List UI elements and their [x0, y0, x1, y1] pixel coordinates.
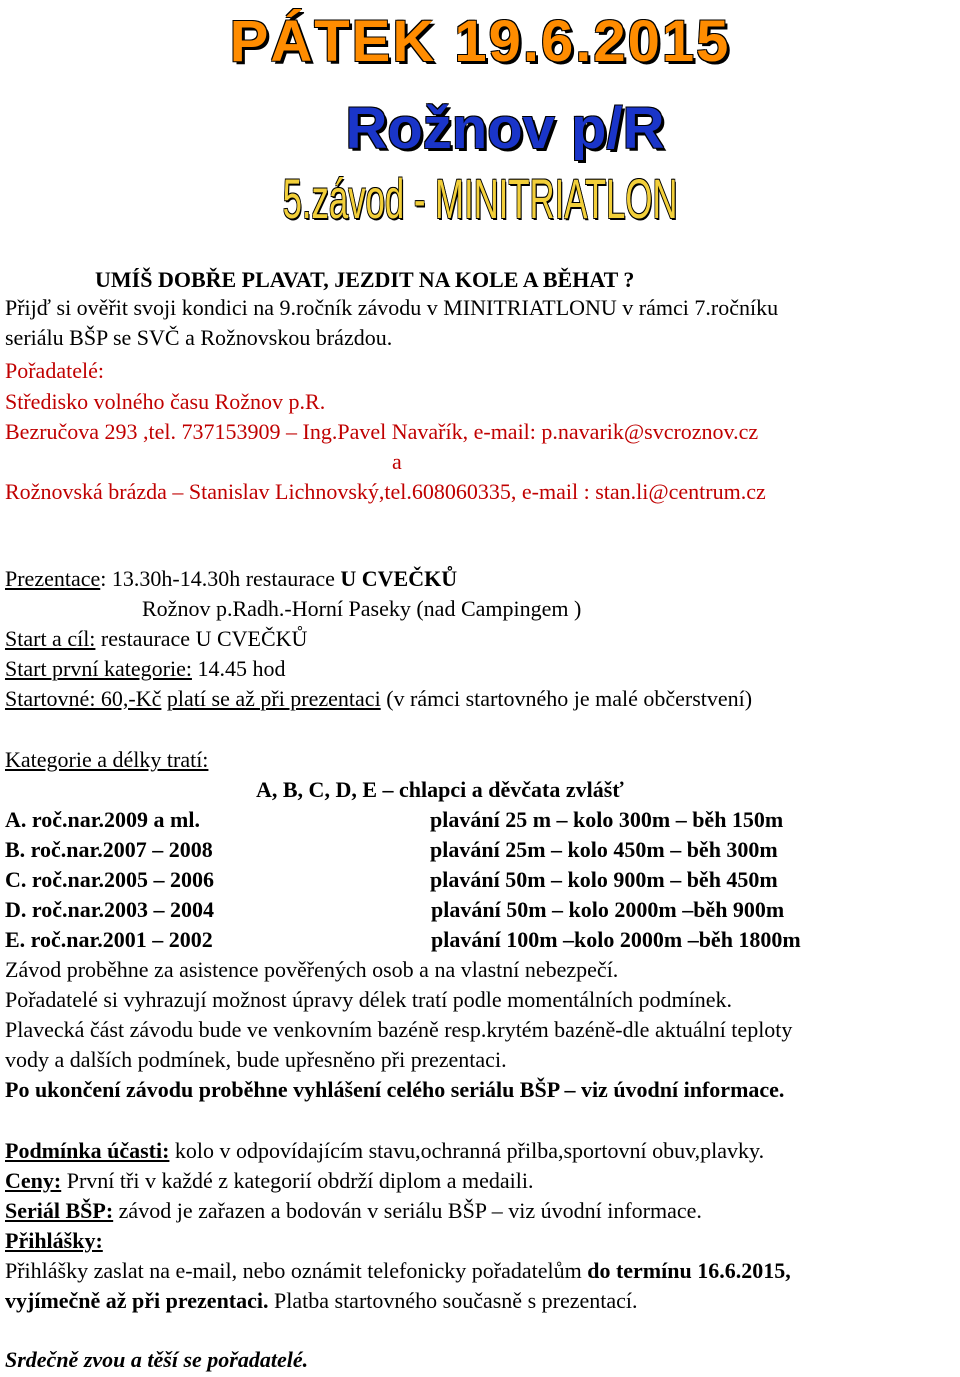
organizers-and: a	[392, 449, 402, 474]
presentation-value: : 13.30h-14.30h restaurace	[100, 566, 341, 591]
registration-exception: vyjímečně až při prezentaci.	[5, 1288, 269, 1313]
organizers-label: Pořadatelé:	[5, 358, 104, 383]
intro-line-1-b: 9.ročník závodu v MINITRIATLONU v rámci 7.ročníku	[279, 295, 779, 320]
condition-value: kolo v odpovídajícím stavu,ochranná přilba,sportovní obuv,plavky.	[169, 1138, 765, 1163]
prize-label: Ceny:	[5, 1168, 62, 1193]
intro-line-1	[5, 294, 778, 322]
organizer-1-contact: Bezručova 293 ,tel. 737153909 – Ing.Pavel Navařík, e-mail: p.navarik@svcroznov.cz	[5, 419, 759, 444]
registration-line-1	[5, 1257, 791, 1285]
categories-note: A, B, C, D, E – chlapci a děvčata zvlášť	[256, 777, 624, 802]
fee-line	[5, 685, 752, 713]
serial-line	[5, 1197, 702, 1225]
organizer-1: Středisko volného času Rožnov p.R.	[5, 389, 326, 414]
fee-end: (v rámci startovného je malé občerstvení)	[380, 686, 753, 711]
registration-payment: Platba startovného současně s prezentací.	[268, 1288, 638, 1313]
first-start-line	[5, 655, 285, 683]
start-finish-label: Start a cíl:	[5, 626, 96, 651]
serial-value: závod je zařazen a bodován v seriálu BŠP – viz úvodní informace.	[113, 1198, 702, 1223]
note-3: Plavecká část závodu bude ve venkovním bazéně resp.krytém bazéně-dle aktuální teploty	[5, 1017, 793, 1042]
categories-label: Kategorie a délky tratí:	[5, 747, 209, 772]
category-b-tracks: plavání 25m – kolo 450m – běh 300m	[430, 837, 778, 862]
registration-text-1: Přihlášky zaslat na e-mail, nebo oznámit telefonicky pořadatelům	[5, 1258, 588, 1283]
category-c-name: C. roč.nar.2005 – 2006	[5, 867, 214, 892]
note-2: Pořadatelé si vyhrazují možnost úpravy délek tratí podle momentálních podmínek.	[5, 987, 733, 1012]
registration-label: Přihlášky:	[5, 1228, 103, 1253]
intro-question: UMÍŠ DOBŘE PLAVAT, JEZDIT NA KOLE A BĚHAT ?	[95, 267, 635, 292]
presentation-line	[5, 565, 457, 593]
first-start-label: Start první kategorie:	[5, 656, 192, 681]
closing-invitation: Srdečně zvou a těší se pořadatelé.	[5, 1347, 309, 1372]
fee-note: platí se až při prezentaci	[166, 686, 381, 711]
fee-label: Startovné: 60,-Kč	[5, 686, 162, 711]
intro-line-1-a: Přijď si ověřit svoji kondici na	[5, 295, 280, 320]
race-name-heading: 5.závod - MINITRIATLON	[282, 167, 678, 230]
presentation-place-2: Rožnov p.Radh.-Horní Paseky (nad Campingem )	[142, 596, 582, 621]
start-finish-line	[5, 625, 307, 653]
start-finish-value: restaurace U CVEČKŮ	[95, 626, 308, 651]
category-d-name: D. roč.nar.2003 – 2004	[5, 897, 214, 922]
intro-line-2: seriálu BŠP se SVČ a Rožnovskou brázdou.	[5, 325, 393, 350]
condition-label: Podmínka účasti:	[5, 1138, 170, 1163]
note-4: vody a dalších podmínek, bude upřesněno při prezentaci.	[5, 1047, 507, 1072]
serial-label: Seriál BŠP:	[5, 1198, 114, 1223]
prize-value: První tři v každé z kategorií obdrží diplom a medaili.	[61, 1168, 534, 1193]
event-date-heading: PÁTEK 19.6.2015	[229, 9, 731, 74]
condition-line	[5, 1137, 764, 1165]
presentation-label: Prezentace	[5, 566, 101, 591]
category-d-tracks: plavání 50m – kolo 2000m –běh 900m	[431, 897, 785, 922]
first-start-value: 14.45 hod	[191, 656, 286, 681]
category-e-name: E. roč.nar.2001 – 2002	[5, 927, 213, 952]
registration-line-2	[5, 1287, 638, 1315]
event-place-heading: Rožnov p/R	[345, 96, 665, 161]
category-a-name: A. roč.nar.2009 a ml.	[5, 807, 200, 832]
category-a-tracks: plavání 25 m – kolo 300m – běh 150m	[430, 807, 784, 832]
note-5: Po ukončení závodu proběhne vyhlášení celého seriálu BŠP – viz úvodní informace.	[5, 1077, 785, 1102]
category-c-tracks: plavání 50m – kolo 900m – běh 450m	[430, 867, 778, 892]
category-e-tracks: plavání 100m –kolo 2000m –běh 1800m	[431, 927, 801, 952]
prize-line	[5, 1167, 533, 1195]
registration-deadline: do termínu 16.6.2015,	[587, 1258, 791, 1283]
category-b-name: B. roč.nar.2007 – 2008	[5, 837, 213, 862]
organizer-2: Rožnovská brázda – Stanislav Lichnovský,tel.608060335, e-mail : stan.li@centrum.cz	[5, 479, 766, 504]
presentation-place: U CVEČKŮ	[340, 566, 458, 591]
note-1: Závod proběhne za asistence pověřených osob a na vlastní nebezpečí.	[5, 957, 619, 982]
